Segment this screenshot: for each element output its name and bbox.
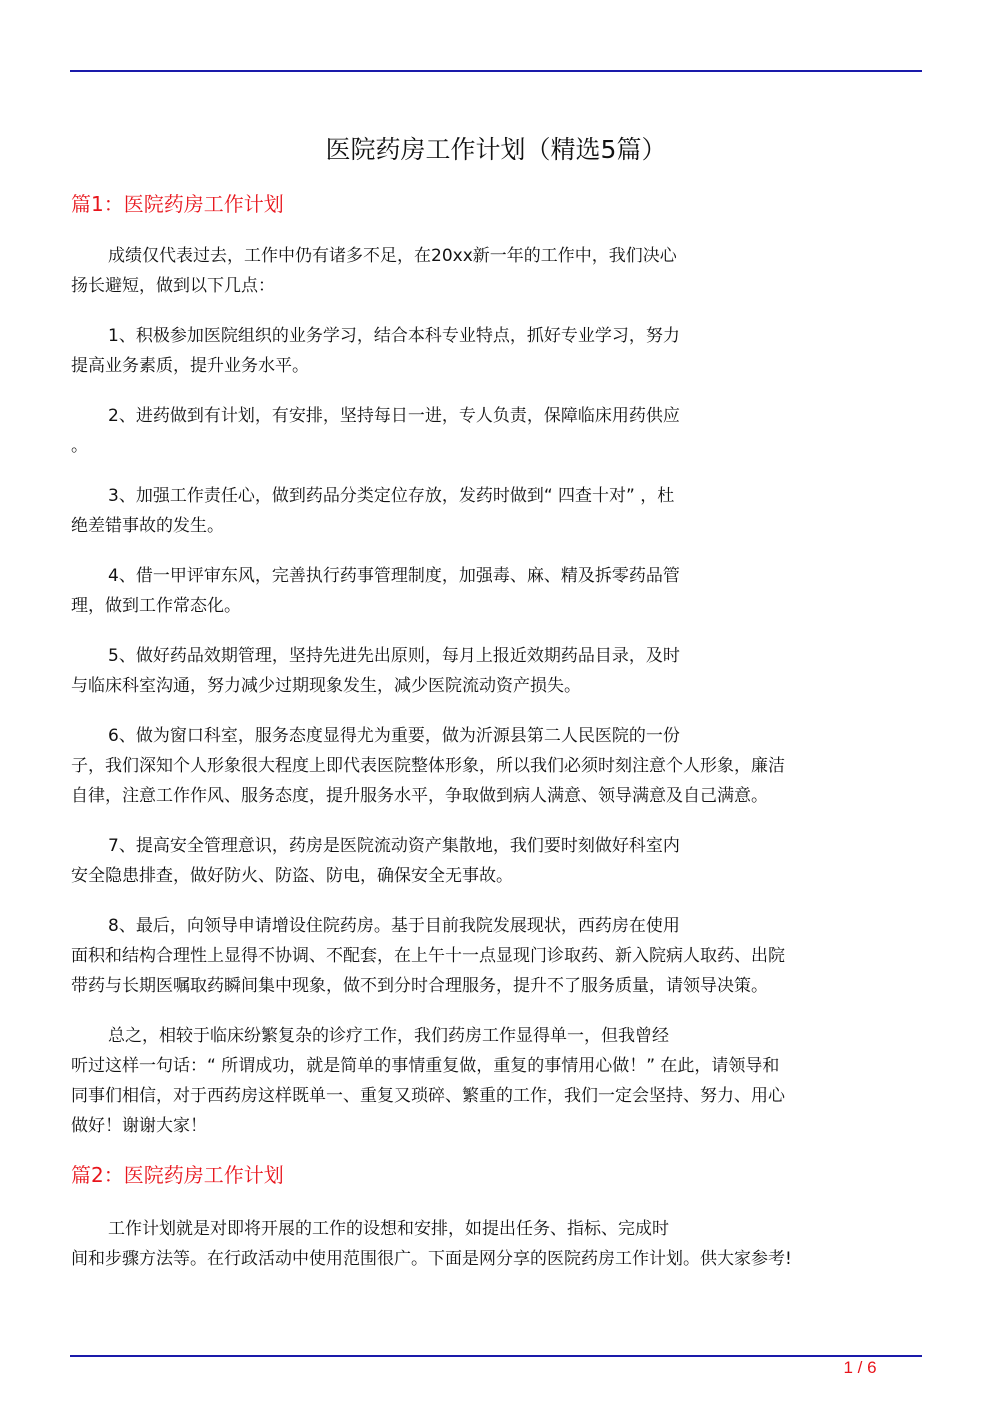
text-line: 提高业务素质，提升业务水平。 xyxy=(71,356,309,376)
text-line: 面积和结构合理性上显得不协调、不配套，在上午十一点显现门诊取药、新入院病人取药、出院 xyxy=(71,946,785,966)
paragraph xyxy=(71,561,921,621)
text-line: 扬长避短，做到以下几点： xyxy=(71,276,275,296)
paragraph xyxy=(71,481,921,541)
text-line: 做好！谢谢大家！ xyxy=(71,1116,207,1136)
text-line: 2、进药做到有计划，有安排，坚持每日一进，专人负责，保障临床用药供应 xyxy=(108,406,680,426)
paragraph xyxy=(71,641,921,701)
text-line: 与临床科室沟通，努力减少过期现象发生，减少医院流动资产损失。 xyxy=(71,676,581,696)
text-line: 1、积极参加医院组织的业务学习，结合本科专业特点，抓好专业学习，努力 xyxy=(108,326,680,346)
paragraph xyxy=(71,1214,921,1274)
paragraph xyxy=(71,721,921,811)
text-line: 理，做到工作常态化。 xyxy=(71,596,241,616)
footer-rule xyxy=(70,1355,922,1357)
text-line: 5、做好药品效期管理，坚持先进先出原则，每月上报近效期药品目录，及时 xyxy=(108,646,680,666)
text-line: 子，我们深知个人形象很大程度上即代表医院整体形象，所以我们必须时刻注意个人形象，廉洁 xyxy=(71,756,785,776)
text-line: 总之，相较于临床纷繁复杂的诊疗工作，我们药房工作显得单一，但我曾经 xyxy=(108,1026,669,1046)
paragraph xyxy=(71,1021,921,1141)
text-line: 8、最后，向领导申请增设住院药房。基于目前我院发展现状，西药房在使用 xyxy=(108,916,680,936)
text-line: 4、借一甲评审东风，完善执行药事管理制度，加强毒、麻、精及拆零药品管 xyxy=(108,566,680,586)
paragraph xyxy=(71,321,921,381)
header-rule xyxy=(70,70,922,72)
text-line: 安全隐患排查，做好防火、防盗、防电，确保安全无事故。 xyxy=(71,866,513,886)
document-body xyxy=(71,130,921,1274)
paragraph xyxy=(71,831,921,891)
text-line: 3、加强工作责任心，做到药品分类定位存放，发药时做到“ 四查十对” ，杜 xyxy=(108,486,675,506)
section-heading: 篇1：医院药房工作计划 xyxy=(71,192,284,216)
text-line: 7、提高安全管理意识，药房是医院流动资产集散地，我们要时刻做好科室内 xyxy=(108,836,680,856)
text-line: 绝差错事故的发生。 xyxy=(71,516,224,536)
text-line: 6、做为窗口科室，服务态度显得尤为重要，做为沂源县第二人民医院的一份 xyxy=(108,726,680,746)
text-line: 同事们相信，对于西药房这样既单一、重复又琐碎、繁重的工作，我们一定会坚持、努力、用心 xyxy=(71,1086,785,1106)
paragraph xyxy=(71,911,921,1001)
section-heading: 篇2：医院药房工作计划 xyxy=(71,1163,284,1187)
sections xyxy=(71,189,921,1274)
text-line: 工作计划就是对即将开展的工作的设想和安排，如提出任务、指标、完成时 xyxy=(108,1219,669,1239)
page-number: 1 / 6 xyxy=(843,1358,877,1377)
text-line: 带药与长期医嘱取药瞬间集中现象，做不到分时合理服务，提升不了服务质量，请领导决策。 xyxy=(71,976,768,996)
text-line: 。 xyxy=(71,436,88,456)
text-line: 成绩仅代表过去，工作中仍有诸多不足，在20xx新一年的工作中，我们决心 xyxy=(108,246,677,266)
document-title: 医院药房工作计划（精选5篇） xyxy=(325,135,667,164)
paragraph xyxy=(71,401,921,461)
text-line: 间和步骤方法等。在行政活动中使用范围很广。下面是网分享的医院药房工作计划。供大家参考! xyxy=(71,1249,792,1269)
text-line: 自律，注意工作作风、服务态度，提升服务水平，争取做到病人满意、领导满意及自己满意。 xyxy=(71,786,768,806)
paragraph xyxy=(71,241,921,301)
text-line: 听过这样一句话：“ 所谓成功，就是简单的事情重复做，重复的事情用心做！” 在此，请领导和 xyxy=(71,1056,780,1076)
